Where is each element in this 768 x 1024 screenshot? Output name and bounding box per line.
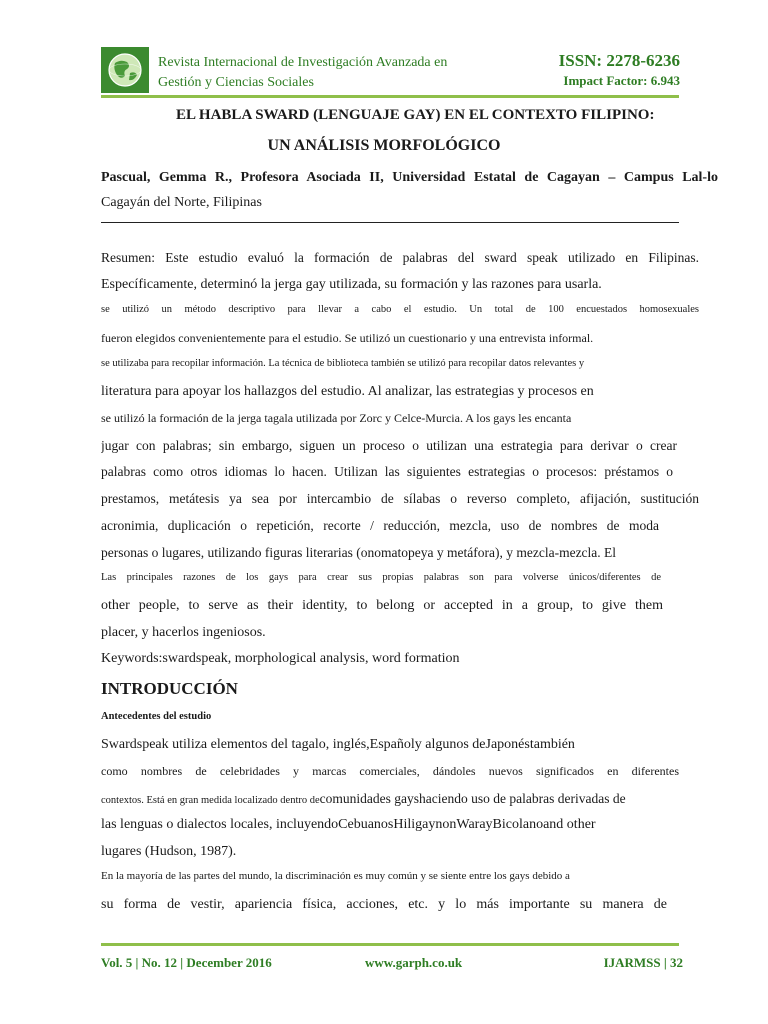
abstract-line: fueron elegidos convenientemente para el estudio. Se utilizó un cuestionario y una entrevista informal.: [101, 331, 594, 345]
intro-line-part: comunidades gayshaciendo uso de palabras derivadas de: [319, 791, 626, 806]
abstract-line: Las principales razones de los gays para crear sus propias palabras son para volverse únicos/diferentes de: [101, 572, 661, 583]
journal-name: [158, 53, 447, 93]
abstract-line: palabras como otros idiomas lo hacen. Utilizan las siguientes estrategias o procesos: préstamos o: [101, 464, 673, 479]
intro-line: su forma de vestir, apariencia física, acciones, etc. y lo más importante su manera de: [101, 897, 667, 912]
footer-website[interactable]: www.garph.co.uk: [365, 955, 463, 970]
section-heading: INTRODUCCIÓN: [101, 679, 238, 698]
intro-line: lugares (Hudson, 1987).: [101, 844, 237, 859]
impact-factor: Impact Factor: 6.943: [563, 73, 680, 88]
journal-name-line2: Gestión y Ciencias Sociales: [158, 75, 314, 90]
header-divider: [101, 95, 679, 98]
abstract-line: se utilizó la formación de la jerga tagala utilizada por Zorc y Celce-Murcia. A los gays les encanta: [101, 411, 572, 425]
abstract-line: se utilizó un método descriptivo para llevar a cabo el estudio. Un total de 100 encuestados homosexuales: [101, 304, 699, 315]
intro-line: Swardspeak utiliza elementos del tagalo, inglés,Españoly algunos deJaponéstambién: [101, 737, 575, 752]
intro-line: como nombres de celebridades y marcas comerciales, dándoles nuevos significados en diferentes: [101, 764, 679, 778]
footer-volume: Vol. 5 | No. 12 | December 2016: [101, 955, 272, 970]
intro-line: las lenguas o dialectos locales, incluyendoCebuanosHiligaynonWarayBicolanoand other: [101, 817, 596, 832]
journal-name-line1: Revista Internacional de Investigación Avanzada en: [158, 55, 448, 70]
abstract-line: jugar con palabras; sin embargo, siguen un proceso o utilizan una estrategia para derivar o crear: [101, 438, 677, 453]
footer-page-number: IJARMSS | 32: [603, 955, 683, 970]
issn: ISSN: 2278-6236: [558, 51, 680, 70]
article-title-line1: EL HABLA SWARD (LENGUAJE GAY) EN EL CONTEXTO FILIPINO:: [176, 107, 655, 123]
article-title-line2: UN ANÁLISIS MORFOLÓGICO: [267, 137, 501, 154]
intro-line-part: contextos. Está en gran medida localizado dentro de: [101, 795, 320, 806]
abstract-line: personas o lugares, utilizando figuras literarias (onomatopeya y metáfora), y mezcla-mezcla. El: [101, 545, 617, 560]
abstract-line: literatura para apoyar los hallazgos del estudio. Al analizar, las estrategias y procesos en: [101, 384, 594, 399]
abstract-line: acronimia, duplicación o repetición, recorte / reducción, mezcla, uso de nombres de moda: [101, 518, 659, 533]
keywords: Keywords:swardspeak, morphological analysis, word formation: [101, 651, 460, 666]
section-subheading: Antecedentes del estudio: [101, 711, 212, 722]
title-divider: [101, 222, 679, 223]
abstract-line: prestamos, metátesis ya sea por intercambio de sílabas o reverso completo, afijación, sustitución: [101, 491, 699, 506]
abstract-line: other people, to serve as their identity, to belong or accepted in a group, to give them: [101, 598, 663, 613]
article-authors: Pascual, Gemma R., Profesora Asociada II, Universidad Estatal de Cagayan – Campus Lal-lo: [101, 170, 718, 185]
abstract-line: se utilizaba para recopilar información. La técnica de biblioteca también se utilizó para recopilar datos relevantes y: [101, 358, 585, 369]
abstract-line: placer, y hacerlos ingeniosos.: [101, 625, 266, 640]
intro-line: [101, 790, 699, 808]
footer-divider: [101, 943, 679, 946]
globe-icon: [101, 47, 149, 93]
abstract-line: Específicamente, determinó la jerga gay utilizada, su formación y las razones para usarla.: [101, 277, 602, 292]
intro-line: En la mayoría de las partes del mundo, la discriminación es muy común y se siente entre los gays debido a: [101, 870, 570, 882]
article-location: Cagayán del Norte, Filipinas: [101, 195, 262, 210]
abstract-line: Resumen: Este estudio evaluó la formación de palabras del sward speak utilizado en Filipinas.: [101, 250, 699, 265]
